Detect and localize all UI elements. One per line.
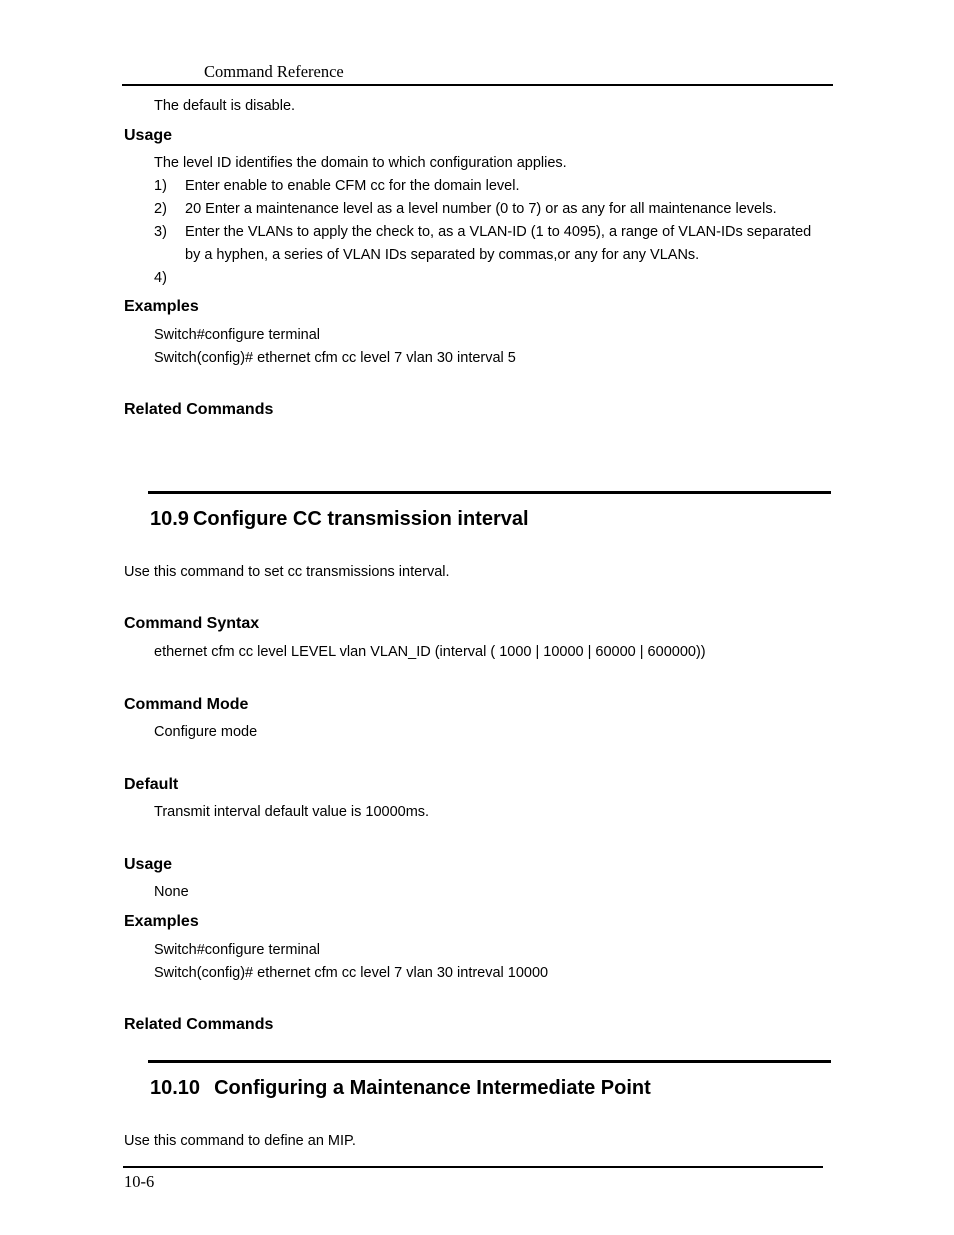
default-heading: Default — [124, 776, 179, 793]
examples-heading: Examples — [124, 913, 199, 930]
usage-text: None — [154, 884, 189, 900]
example-line: Switch(config)# ethernet cfm cc level 7 vlan 30 intreval 10000 — [154, 965, 549, 981]
default-value: Transmit interval default value is 10000ms. — [154, 804, 430, 820]
footer-rule — [123, 1166, 823, 1168]
related-commands-heading: Related Commands — [124, 401, 274, 418]
command-syntax-heading: Command Syntax — [124, 615, 260, 632]
page-header-title: Command Reference — [204, 62, 344, 81]
section-number: 10.10 — [150, 1077, 201, 1099]
header-rule — [122, 84, 833, 86]
section-number: 10.9 — [150, 508, 189, 530]
usage-heading: Usage — [124, 127, 173, 144]
usage-item-number: 1) — [154, 178, 167, 194]
usage-item-number: 2) — [154, 201, 167, 217]
command-mode: Configure mode — [154, 724, 258, 740]
default-text: The default is disable. — [154, 98, 296, 114]
page-number: 10-6 — [124, 1172, 155, 1191]
section-title: Configuring a Maintenance Intermediate Point — [214, 1077, 651, 1099]
related-commands-heading: Related Commands — [124, 1016, 274, 1033]
section-intro: Use this command to define an MIP. — [124, 1133, 356, 1149]
command-syntax: ethernet cfm cc level LEVEL vlan VLAN_ID (interval ( 1000 | 10000 | 60000 | 600000)) — [154, 644, 706, 660]
usage-item-number: 4) — [154, 270, 167, 286]
command-mode-heading: Command Mode — [124, 696, 249, 713]
usage-item-text: Enter the VLANs to apply the check to, as a VLAN-ID (1 to 4095), a range of VLAN-IDs separated — [185, 224, 812, 240]
usage-item-number: 3) — [154, 224, 167, 240]
section-title: Configure CC transmission interval — [192, 508, 529, 530]
example-line: Switch#configure terminal — [154, 327, 321, 343]
usage-intro: The level ID identifies the domain to which configuration applies. — [154, 155, 567, 171]
example-line: Switch#configure terminal — [154, 942, 321, 958]
usage-heading: Usage — [124, 856, 173, 873]
section-intro: Use this command to set cc transmissions interval. — [124, 564, 450, 580]
section-heading-10-10 — [150, 1076, 651, 1100]
example-line: Switch(config)# ethernet cfm cc level 7 vlan 30 interval 5 — [154, 350, 516, 366]
usage-item-text-continued: by a hyphen, a series of VLAN IDs separated by commas,or any for any VLANs. — [185, 247, 700, 263]
examples-heading: Examples — [124, 298, 199, 315]
section-heading-10-9 — [150, 507, 529, 531]
usage-item-text: 20 Enter a maintenance level as a level number (0 to 7) or as any for all maintenance levels. — [185, 201, 777, 217]
section-rule — [148, 1060, 831, 1063]
section-rule — [148, 491, 831, 494]
usage-item-text: Enter enable to enable CFM cc for the domain level. — [185, 178, 520, 194]
